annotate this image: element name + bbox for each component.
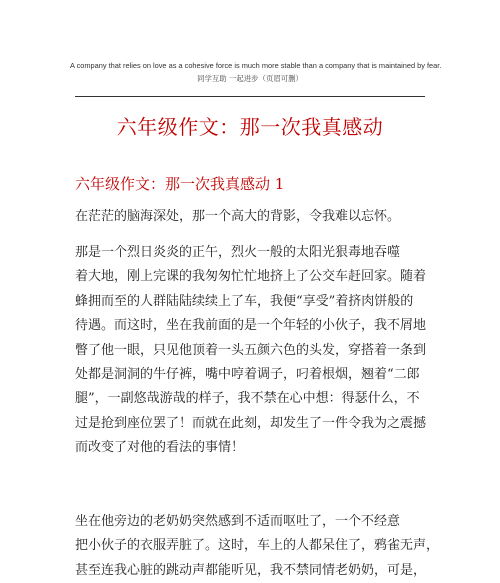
- paragraph-3: [75, 510, 440, 583]
- paragraph-line: 把小伙子的衣服弄脏了。这时，车上的人都呆住了，鸦雀无声，: [75, 538, 440, 554]
- header-subline: 同学互助 一起进步（页眉可删）: [197, 74, 303, 83]
- paragraph-line: 而改变了对他的看法的事情！: [75, 440, 245, 456]
- document-title: 六年级作文：那一次我真感动: [116, 115, 384, 139]
- paragraph-1: [75, 205, 420, 229]
- paragraph-2: [75, 241, 427, 461]
- paragraph-line: 甚至连我心脏的跳动声都能听见，我不禁同情老奶奶，可是，: [75, 562, 427, 578]
- page-header: [70, 60, 442, 85]
- header-motto: A company that relies on love as a cohesive force is much more stable than a company that is maintained by fear.: [70, 61, 442, 70]
- section-title: 六年级作文：那一次我真感动 1: [75, 175, 285, 193]
- paragraph-line: 坐在他旁边的老奶奶突然感到不适而呕吐了，一个不经意: [75, 514, 401, 529]
- header-divider: [75, 96, 425, 97]
- paragraph-line: 着大地，刚上完课的我匆匆忙忙地挤上了公交车赶回家。随着: [75, 269, 427, 285]
- paragraph-line: 待遇。而这时，坐在我前面的是一个年轻的小伙子，我不屑地: [75, 318, 427, 334]
- paragraph-line: 处都是洞洞的牛仔裤，嘴中哼着调子，叼着根烟，翘着“二郎: [75, 366, 420, 382]
- paragraph-line: 过是抢到座位罢了！而就在此刻，却发生了一件令我为之震撼: [75, 415, 427, 431]
- paragraph-line: 瞥了他一眼，只见他顶着一头五颜六色的头发，穿搭着一条到: [75, 342, 427, 358]
- paragraph-line: 蜂拥而至的人群陆陆续续上了车，我便“享受”着挤肉饼般的: [75, 293, 414, 309]
- paragraph-line: 在茫茫的脑海深处，那一个高大的背影，令我难以忘怀。: [75, 209, 401, 224]
- paragraph-line: 腿”，一副悠哉游哉的样子，我不禁在心中想：得瑟什么，不: [75, 391, 420, 407]
- paragraph-line: 那是一个烈日炎炎的正午，烈火一般的太阳光狠毒地吞噬: [75, 245, 401, 260]
